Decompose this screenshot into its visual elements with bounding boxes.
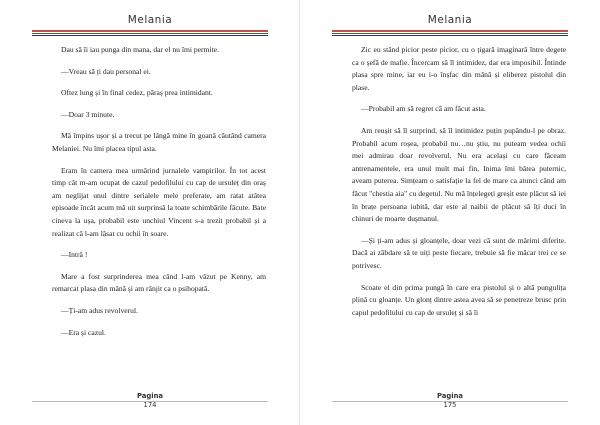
page-number: 175 — [443, 401, 457, 409]
page-body — [352, 44, 566, 328]
header-rule-blue — [32, 35, 268, 36]
paragraph: —Ți-am adus revolverul. — [61, 305, 138, 315]
paragraph: —Era și cazul. — [61, 327, 106, 337]
paragraph: Zic eu stând picior peste picior, cu o țigară imaginară între degete ca o șefă de mafie. Încercam să îl intimidez, dar era imposibil. Întinde plasa spre mine, iar eu i-o înșfac din mână și eliberez pistolul din plase. — [352, 45, 566, 92]
header-rule-red — [32, 30, 268, 32]
paragraph: Eram în camera mea urmărind jurnalele vampirilor. În tot acest timp cât m-am ocupat de cazul pedofilului cu cap de ursuleț din oraș am neglijat unul dintre serialele mele preferate, am ratat atâtea episoade încât acum mă uit surprinsă la toate schimbările făcute. Bate cineva la ușa, probabil este unchiul Vincent s-a trezit probabil și a realizat că l-am lăsat cu ochii în soare. — [52, 165, 266, 238]
paragraph: Am reușit să îl surprind, să îl intimidez puțin pupându-l pe obraz. Probabil acum roșea, probabil nu…nu știu, nu puteam vedea ochii mei admirau doar revolverul. Nu era același cu care făceam antrenamentele, era unul mult mai fin, Inima îmi bătea puternic, aveam puterea. Simțeam o satisfație la fel de mare ca atunci când am făcut "chestia aia" cu degetul. Nu mă înțelegeți greșit este plăcut să iei în brațe persoana iubită, dar este al naibii de plăcut să îți duci în chinuri de moarte dușmanul. — [352, 125, 566, 224]
header-rule-green — [332, 33, 568, 34]
paragraph: —Și ți-am adus și gloanțele, doar vezi că sunt de mărimi diferite. Dacă ai zăbdare să te uiți peste fiecare, trebuie să fie măcar trei ce se potrivesc. — [352, 235, 566, 270]
paragraph: —Intră ! — [61, 250, 88, 260]
paragraph: Scoate el din prima pungă în care era pistolul și o altă pungulița plină cu gloanțe. Un glonț dintre astea avea să se penetreze brusc prin capul pedofilului cu cap de ursuleț și să îi — [352, 282, 566, 317]
page-footer — [300, 392, 600, 410]
paragraph: Mă împins ușor și a trecut pe lângă mine în goană căutând camera Melaniei. Nu îmi placea tipul asta. — [52, 131, 266, 153]
page-number: 174 — [143, 401, 157, 409]
right-page — [300, 0, 600, 425]
paragraph: —Probabil am să regret că am făcut asta. — [361, 104, 486, 114]
paragraph: Oftez lung și în final cedez, pâraș prea intimidant. — [61, 88, 213, 98]
paragraph: —Vreau să ți dau personal ei. — [61, 66, 151, 76]
paragraph: —Doar 3 minute. — [61, 109, 115, 119]
header-rule-blue — [332, 35, 568, 36]
footer-label: Pagina — [136, 392, 163, 400]
paragraph: Mare a fost surprinderea mea când l-am văzut pe Kenny, am remarcat plasa din mână și am rânjit ca o psihopată. — [52, 271, 266, 294]
footer-label: Pagina — [436, 392, 463, 400]
header-rule-green — [32, 33, 268, 34]
page-body — [52, 44, 266, 348]
page-header: Melania — [427, 14, 473, 26]
page-header: Melania — [127, 14, 173, 26]
page-footer — [0, 392, 300, 410]
paragraph: Dau să îi iau punga din mana, dar el nu îmi permite. — [61, 45, 219, 54]
header-rule-red — [332, 30, 568, 32]
